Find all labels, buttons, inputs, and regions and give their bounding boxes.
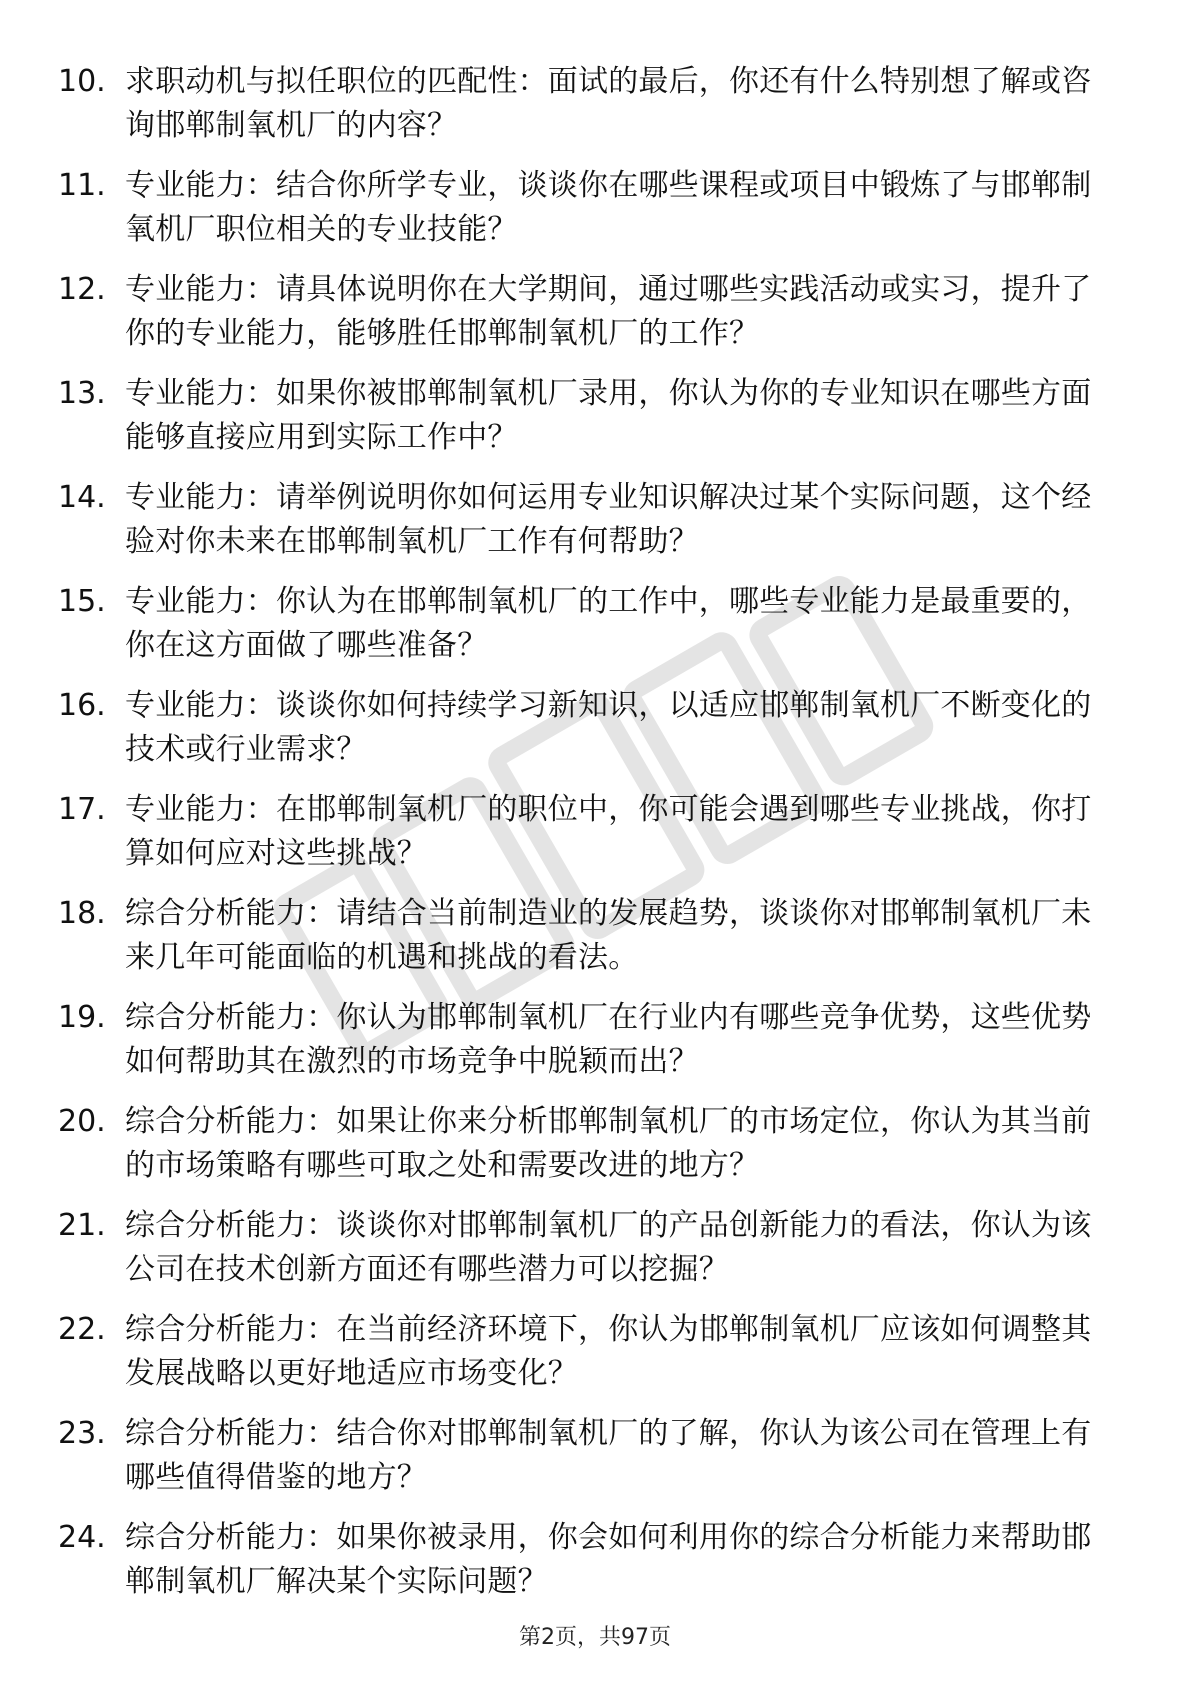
question-number: 14.: [58, 480, 106, 515]
question-number: 18.: [58, 896, 106, 931]
question-number: 15.: [58, 584, 106, 619]
question-text: 综合分析能力：结合你对邯郸制氧机厂的了解，你认为该公司在管理上有哪些值得借鉴的地方？: [125, 1416, 1092, 1495]
question-text: 综合分析能力：在当前经济环境下，你认为邯郸制氧机厂应该如何调整其发展战略以更好地适应市场变化？: [125, 1312, 1092, 1391]
question-text: 专业能力：请举例说明你如何运用专业知识解决过某个实际问题，这个经验对你未来在邯郸制氧机厂工作有何帮助？: [125, 480, 1092, 559]
question-number: 11.: [58, 168, 106, 203]
question-item: [0, 366, 1190, 470]
question-item: [0, 990, 1190, 1094]
question-number: 10.: [58, 64, 106, 99]
question-item: [0, 1198, 1190, 1302]
question-number: 24.: [58, 1520, 106, 1555]
question-number: 19.: [58, 1000, 106, 1035]
question-text: 专业能力：请具体说明你在大学期间，通过哪些实践活动或实习，提升了你的专业能力，能够胜任邯郸制氧机厂的工作？: [125, 272, 1092, 351]
question-text: 综合分析能力：请结合当前制造业的发展趋势，谈谈你对邯郸制氧机厂未来几年可能面临的机遇和挑战的看法。: [125, 896, 1092, 975]
question-text: 专业能力：结合你所学专业，谈谈你在哪些课程或项目中锻炼了与邯郸制氧机厂职位相关的专业技能？: [125, 168, 1092, 247]
question-text: 专业能力：谈谈你如何持续学习新知识，以适应邯郸制氧机厂不断变化的技术或行业需求？: [125, 688, 1092, 767]
question-number: 13.: [58, 376, 106, 411]
question-text: 综合分析能力：如果你被录用，你会如何利用你的综合分析能力来帮助邯郸制氧机厂解决某个实际问题？: [125, 1520, 1092, 1599]
page-number-label: 第2页，共97页: [519, 1625, 671, 1650]
question-item: [0, 54, 1190, 158]
question-number: 20.: [58, 1104, 106, 1139]
question-item: [0, 886, 1190, 990]
question-item: [0, 262, 1190, 366]
question-item: [0, 1510, 1190, 1614]
question-text: 综合分析能力：如果让你来分析邯郸制氧机厂的市场定位，你认为其当前的市场策略有哪些可取之处和需要改进的地方？: [125, 1104, 1092, 1183]
question-number: 22.: [58, 1312, 106, 1347]
question-item: [0, 1406, 1190, 1510]
question-number: 17.: [58, 792, 106, 827]
question-text: 专业能力：你认为在邯郸制氧机厂的工作中，哪些专业能力是最重要的，你在这方面做了哪些准备？: [125, 584, 1092, 663]
question-number: 12.: [58, 272, 106, 307]
question-item: [0, 574, 1190, 678]
page-footer: [0, 1620, 1190, 1651]
question-number: 23.: [58, 1416, 106, 1451]
question-text: 专业能力：在邯郸制氧机厂的职位中，你可能会遇到哪些专业挑战，你打算如何应对这些挑战？: [125, 792, 1092, 871]
question-number: 21.: [58, 1208, 106, 1243]
question-item: [0, 470, 1190, 574]
question-text: 专业能力：如果你被邯郸制氧机厂录用，你认为你的专业知识在哪些方面能够直接应用到实际工作中？: [125, 376, 1092, 455]
question-text: 求职动机与拟任职位的匹配性：面试的最后，你还有什么特别想了解或咨询邯郸制氧机厂的内容？: [125, 64, 1092, 143]
question-item: [0, 1094, 1190, 1198]
question-item: [0, 1302, 1190, 1406]
question-text: 综合分析能力：你认为邯郸制氧机厂在行业内有哪些竞争优势，这些优势如何帮助其在激烈的市场竞争中脱颖而出？: [125, 1000, 1092, 1079]
question-number: 16.: [58, 688, 106, 723]
question-list: [0, 54, 1190, 1614]
question-item: [0, 678, 1190, 782]
question-item: [0, 782, 1190, 886]
question-text: 综合分析能力：谈谈你对邯郸制氧机厂的产品创新能力的看法，你认为该公司在技术创新方面还有哪些潜力可以挖掘？: [125, 1208, 1092, 1287]
question-item: [0, 158, 1190, 262]
